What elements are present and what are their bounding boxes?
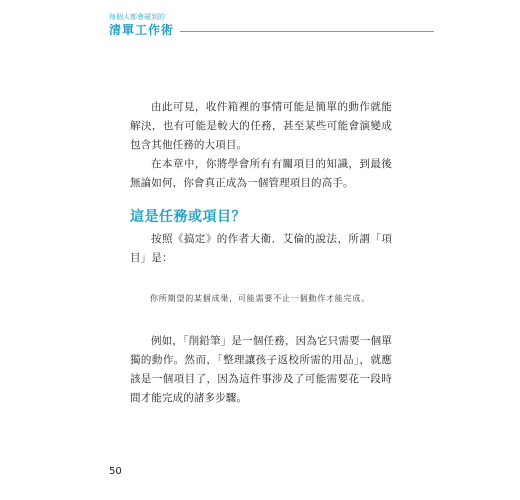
body-paragraph: 在本章中，你將學會所有有關項目的知識，到最後無論如何，你會真正成為一個管理項目的高手。 — [130, 158, 392, 189]
page-number: 50 — [109, 466, 122, 477]
page-body — [130, 98, 392, 408]
running-header — [109, 13, 434, 39]
book-title: 清單工作術 — [109, 23, 175, 37]
body-paragraph: 例如，「削鉛筆」是一個任務，因為它只需要一個單獨的動作。然而，「整理讓孩子返校所需的用品」，就應該是一個項目了，因為這件事涉及了可能需要花一段時間才能完成的諸多步驟。 — [130, 335, 392, 404]
body-paragraph: 由此可見，收件箱裡的事情可能是簡單的動作就能解決，也有可能是較大的任務，甚至某些可能會演變成包含其他任務的大項目。 — [130, 101, 392, 151]
section-heading: 這是任務或項目？ — [130, 209, 246, 225]
header-divider — [180, 31, 434, 32]
book-subtitle: 每個人都會碰到的 — [109, 13, 165, 21]
body-paragraph: 按照《搞定》的作者大衛．艾倫的說法，所謂「項目」是： — [130, 233, 392, 264]
definition-quote: 你所期望的某個成果，可能需要不止一個動作才能完成。 — [150, 294, 370, 303]
